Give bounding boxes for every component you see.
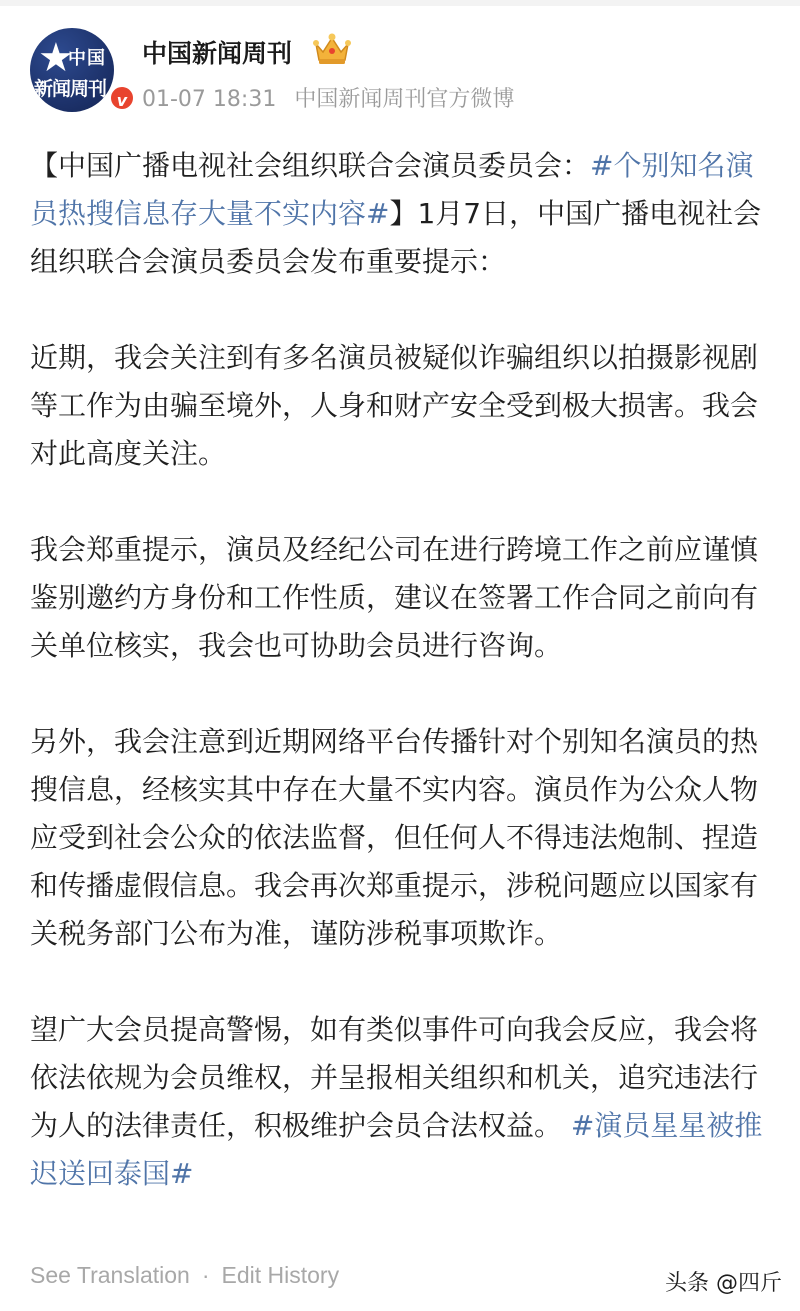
crown-icon	[312, 32, 352, 66]
post-paragraph-5	[30, 1006, 775, 1198]
avatar-logo-line1: 中国	[68, 48, 106, 69]
hashtag-link-2[interactable]: #演员星星被推迟送回泰国#	[30, 1109, 763, 1190]
paragraph-1-rest: 】1月7日，中国广播电视社会组织联合会演员委员会发布重要提示：	[30, 197, 762, 278]
post-timestamp: 01-07 18:31	[142, 87, 277, 112]
footer-separator: ·	[201, 1262, 210, 1288]
post-header	[30, 28, 770, 118]
watermark: 头条 @四斤	[665, 1271, 782, 1296]
star-logo-icon: ★	[38, 35, 74, 81]
post-footer	[30, 1262, 339, 1289]
avatar-logo-line2: 新闻周刊	[34, 78, 107, 100]
paragraph-5-text: 望广大会员提高警惕，如有类似事件可向我会反应，我会将依法依规为会员维权，并呈报相关组织和机关，追究违法行为人的法律责任，积极维护会员合法权益。	[30, 1013, 759, 1142]
post-body	[30, 142, 775, 1198]
top-bar	[0, 0, 800, 6]
see-translation-link[interactable]: See Translation	[30, 1262, 190, 1288]
verified-badge-icon: v	[108, 84, 136, 112]
avatar[interactable]	[30, 28, 114, 112]
post-meta	[142, 82, 514, 113]
account-name[interactable]: 中国新闻周刊	[142, 39, 293, 68]
post-paragraph-4: 另外，我会注意到近期网络平台传播针对个别知名演员的热搜信息，经核实其中存在大量不实内容。演员作为公众人物应受到社会公众的依法监督，但任何人不得违法炮制、捏造和传播虚假信息。我会再次郑重提示，涉税问题应以国家有关税务部门公布为准，谨防涉税事项欺诈。	[30, 725, 759, 950]
post-paragraph-2: 近期，我会关注到有多名演员被疑似诈骗组织以拍摄影视剧等工作为由骗至境外，人身和财产安全受到极大损害。我会对此高度关注。	[30, 341, 759, 470]
hashtag-link[interactable]: #个别知名演员热搜信息存大量不实内容#	[30, 149, 754, 230]
edit-history-link[interactable]: Edit History	[221, 1262, 340, 1288]
paragraph-1-lead: 【中国广播电视社会组织联合会演员委员会：	[30, 149, 591, 182]
post-paragraph-3: 我会郑重提示，演员及经纪公司在进行跨境工作之前应谨慎鉴别邀约方身份和工作性质，建议在签署工作合同之前向有关单位核实，我会也可协助会员进行咨询。	[30, 533, 759, 662]
post-source[interactable]: 中国新闻周刊官方微博	[294, 87, 515, 112]
post-paragraph-1	[30, 142, 775, 286]
